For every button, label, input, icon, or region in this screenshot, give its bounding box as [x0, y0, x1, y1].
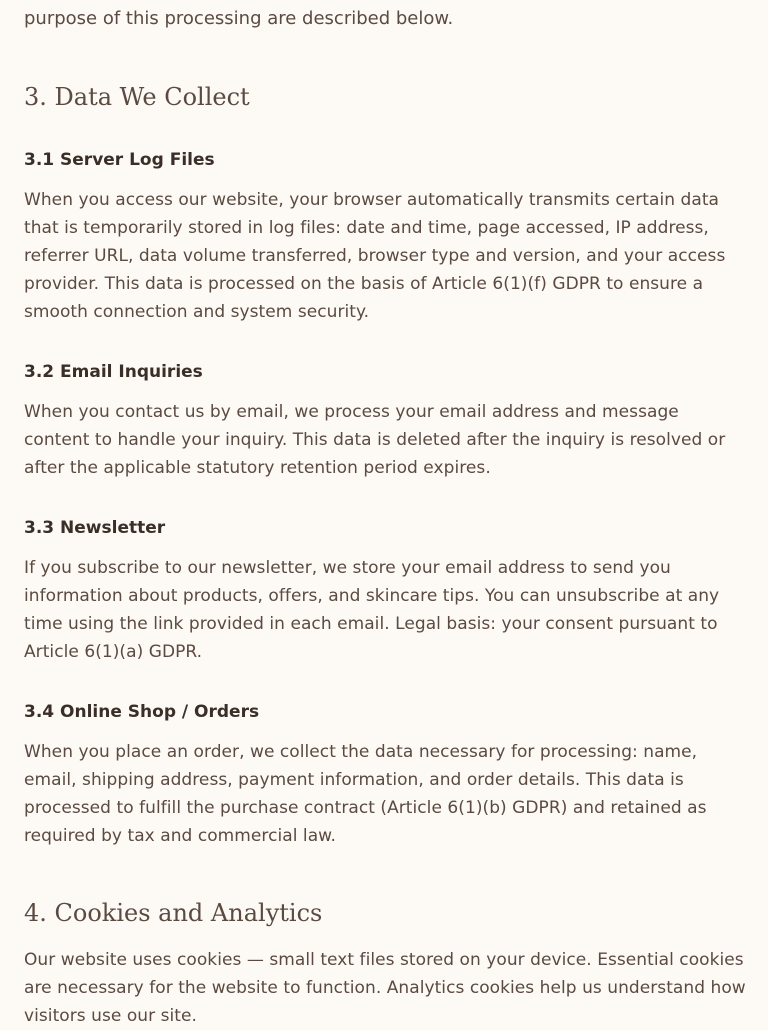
section-4-text: Our website uses cookies — small text files stored on your device. Essential cookies are necessary for the website to function. Analytics cookies help us understand how visitors use our site.: [24, 950, 746, 1026]
subsection-3-1-heading: 3.1 Server Log Files: [24, 150, 215, 170]
subsection-3-4-heading: 3.4 Online Shop / Orders: [24, 702, 260, 722]
section-4-heading: 4. Cookies and Analytics: [24, 899, 323, 927]
subsection-3-2-heading: 3.2 Email Inquiries: [24, 362, 203, 382]
subsection-3-1-text: When you access our website, your browser automatically transmits certain data that is temporarily stored in log files: date and time, page accessed, IP address, referrer URL, data volume transferred, browser type and version, and your access provider. This data is processed on the basis of Article 6(1)(f) GDPR to ensure a smooth connection and system security.: [24, 190, 726, 322]
subsection-3-4-text: When you place an order, we collect the data necessary for processing: name, email, shipping address, payment information, and order details. This data is processed to fulfill the purchase contract (Article 6(1)(b) GDPR) and retained as required by tax and commercial law.: [24, 742, 707, 846]
section-3-heading: 3. Data We Collect: [24, 83, 250, 111]
subsection-3-3-heading: 3.3 Newsletter: [24, 518, 166, 538]
subsection-3-2-text: When you contact us by email, we process your email address and message content to handle your inquiry. This data is deleted after the inquiry is resolved or after the applicable statutory retention period expires.: [24, 402, 726, 478]
intro-paragraph: purpose of this processing are described below.: [24, 8, 454, 29]
subsection-3-3-text: If you subscribe to our newsletter, we store your email address to send you information about products, offers, and skincare tips. You can unsubscribe at any time using the link provided in each email. Legal basis: your consent pursuant to Article 6(1)(a) GDPR.: [24, 558, 720, 662]
